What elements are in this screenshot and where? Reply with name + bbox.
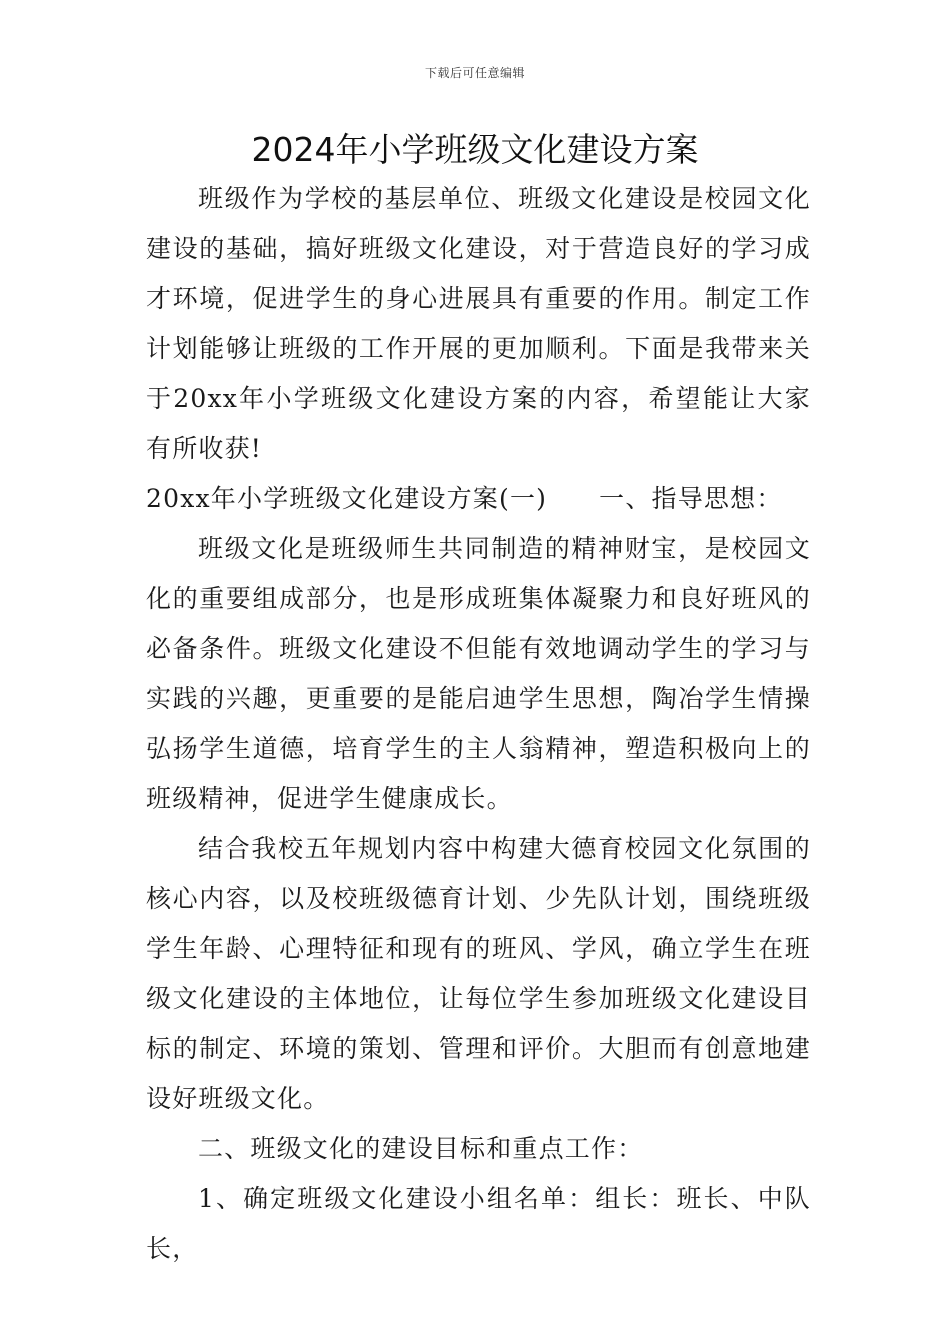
header-note: 下载后可任意编辑 <box>424 66 525 80</box>
body-paragraph: 1、确定班级文化建设小组名单：组长：班长、中队长， <box>146 1184 811 1263</box>
intro-paragraph: 班级作为学校的基层单位、班级文化建设是校园文化建设的基础，搞好班级文化建设，对于营造良好的学习成才环境，促进学生的身心进展具有重要的作用。制定工作计划能够让班级的工作开展的更加顺利。下面是我带来关于20xx年小学班级文化建设方案的内容，希望能让大家有所收获! <box>146 184 811 463</box>
body-paragraph: 结合我校五年规划内容中构建大德育校园文化氛围的核心内容，以及校班级德育计划、少先队计划，围绕班级学生年龄、心理特征和现有的班风、学风，确立学生在班级文化建设的主体地位，让每位学生参加班级文化建设目标的制定、环境的策划、管理和评价。大胆而有创意地建设好班级文化。 <box>146 834 811 1113</box>
document-title: 2024年小学班级文化建设方案 <box>251 130 699 169</box>
document-body <box>146 174 811 1274</box>
section-heading <box>146 474 811 524</box>
body-paragraph: 班级文化是班级师生共同制造的精神财宝，是校园文化的重要组成部分，也是形成班集体凝聚力和良好班风的必备条件。班级文化建设不但能有效地调动学生的学习与实践的兴趣，更重要的是能启迪学生思想，陶冶学生情操弘扬学生道德，培育学生的主人翁精神，塑造积极向上的班级精神，促进学生健康成长。 <box>146 534 811 813</box>
section-heading-2: 二、班级文化的建设目标和重点工作： <box>198 1134 644 1163</box>
section-title: 20xx年小学班级文化建设方案(一) <box>146 484 548 513</box>
section-subheading: 一、指导思想： <box>599 484 783 513</box>
